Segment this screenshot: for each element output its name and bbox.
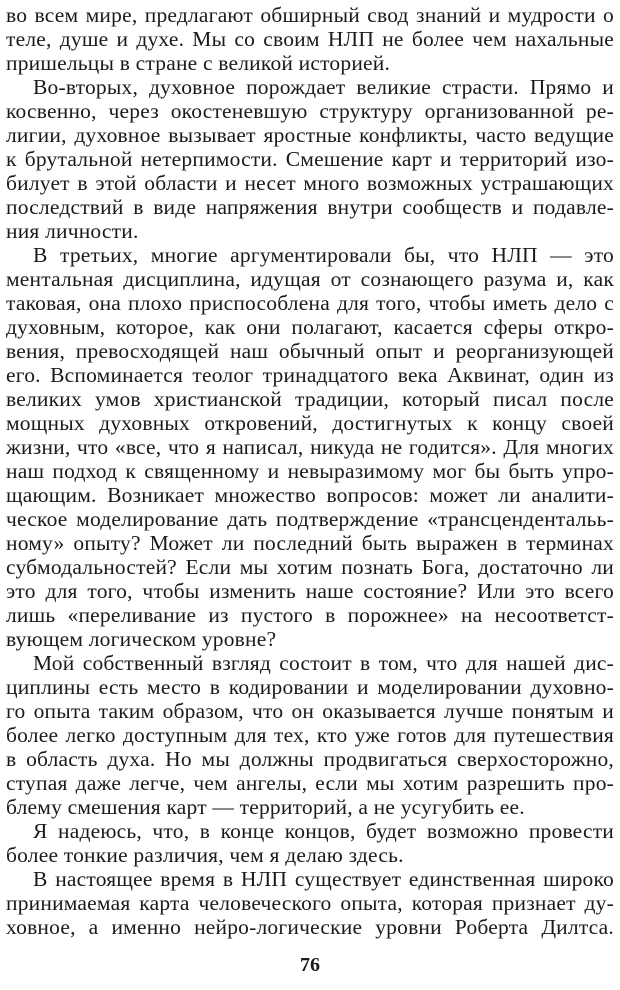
page-number: 76 bbox=[300, 954, 320, 976]
text-line: лишь «переливание из пустого в порожнее» на несоответст- bbox=[6, 603, 614, 627]
text-line: ному» опыту? Может ли последний быть выражен в терминах bbox=[6, 531, 614, 555]
text-line: ния личности. bbox=[6, 219, 139, 243]
text-line: билует в этой области и несет много возможных устрашающих bbox=[6, 171, 614, 195]
text-line: Во-вторых, духовное порождает великие страсти. Прямо и bbox=[33, 75, 614, 99]
text-line: последствий в виде напряжения внутри сообществ и подавле- bbox=[6, 195, 614, 219]
text-line: теле, душе и духе. Мы со своим НЛП не более чем нахальные bbox=[6, 27, 614, 51]
text-line: вующем логическом уровне? bbox=[6, 627, 277, 651]
text-line: более тонкие различия, чем я делаю здесь. bbox=[6, 843, 404, 867]
text-line: вения, превосходящей наш обычный опыт и реорганизующей bbox=[6, 339, 614, 363]
text-line: В третьих, многие аргументировали бы, что НЛП — это bbox=[33, 243, 614, 267]
text-line: ступая даже легче, чем ангелы, если мы хотим разрешить про- bbox=[6, 771, 614, 795]
text-line: в область духа. Но мы должны продвигаться сверхосторожно, bbox=[6, 747, 614, 771]
text-line: более легко доступным для тех, кто уже готов для путешествия bbox=[6, 723, 614, 747]
text-line: блему смешения карт — территорий, а не усугубить ее. bbox=[6, 795, 525, 819]
text-line: Мой собственный взгляд состоит в том, что для нашей дис- bbox=[33, 651, 614, 675]
text-line: мощных духовных откровений, достигнутых к концу своей bbox=[6, 411, 614, 435]
text-line: ментальная дисциплина, идущая от сознающего разума и, как bbox=[6, 267, 614, 291]
text-line: го опыта таким образом, что он оказывается лучше понятым и bbox=[6, 699, 614, 723]
text-line: наш подход к священному и невыразимому мог бы быть упро- bbox=[6, 459, 614, 483]
text-line: его. Вспоминается теолог тринадцатого века Аквинат, один из bbox=[6, 363, 614, 387]
text-line: духовным, которое, как они полагают, касается сферы откро- bbox=[6, 315, 614, 339]
text-line: это для того, чтобы изменить наше состояние? Или это всего bbox=[6, 579, 614, 603]
text-line: пришельцы в стране с великой историей. bbox=[6, 51, 391, 75]
text-line: В настоящее время в НЛП существует единственная широко bbox=[33, 867, 614, 891]
text-line: щающим. Возникает множество вопросов: может ли аналити- bbox=[6, 483, 614, 507]
text-line: во всем мире, предлагают обширный свод знаний и мудрости о bbox=[6, 3, 614, 27]
text-line: к брутальной нетерпимости. Смешение карт и территорий изо- bbox=[6, 147, 614, 171]
text-line: принимаемая карта человеческого опыта, которая признает ду- bbox=[6, 891, 614, 915]
text-line: Я надеюсь, что, в конце концов, будет возможно провести bbox=[33, 819, 614, 843]
text-line: ховное, а именно нейро-логические уровни Роберта Дилтса. bbox=[6, 915, 614, 939]
text-line: жизни, что «все, что я написал, никуда не годится». Для многих bbox=[6, 435, 614, 459]
text-line: великих умов христианской традиции, который писал после bbox=[6, 387, 614, 411]
text-line: лигии, духовное вызывает яростные конфликты, часто ведущие bbox=[6, 123, 614, 147]
text-line: субмодальностей? Если мы хотим познать Бога, достаточно ли bbox=[6, 555, 614, 579]
text-line: циплины есть место в кодировании и моделировании духовно- bbox=[6, 675, 614, 699]
text-line: ческое моделирование дать подтверждение «трансцендентальь- bbox=[6, 507, 614, 531]
text-line: таковая, она плохо приспособлена для того, чтобы иметь дело с bbox=[6, 291, 614, 315]
text-line: косвенно, через окостеневшую структуру организованной ре- bbox=[6, 99, 614, 123]
